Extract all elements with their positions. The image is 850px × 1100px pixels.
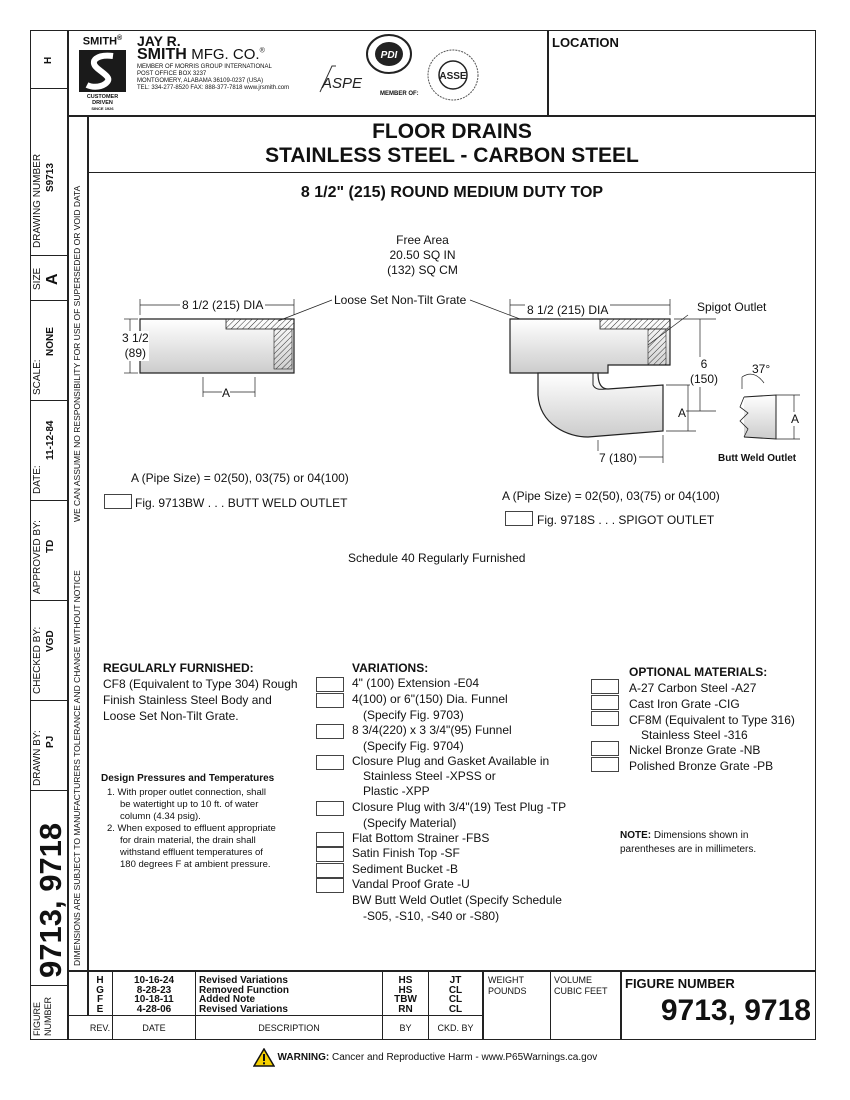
warning-text: Cancer and Reproductive Harm - www.P65Warnings.ca.gov xyxy=(329,1052,598,1064)
side-divider xyxy=(30,600,68,601)
company-detail: POST OFFICE BOX 3237 xyxy=(137,71,207,77)
regularly-furnished xyxy=(103,661,323,724)
company-name-line2: SMITH MFG. CO.® xyxy=(137,46,265,63)
optional-list xyxy=(591,679,811,773)
variation-item: Closure Plug with 3/4"(19) Test Plug -TP xyxy=(352,800,567,814)
approved-value: TD xyxy=(45,539,56,553)
side-rev-letter: H xyxy=(43,56,54,64)
optional-item: Polished Bronze Grate -PB xyxy=(629,759,774,773)
grate-label: Loose Set Non-Tilt Grate xyxy=(334,293,467,307)
size-value: A xyxy=(44,273,61,285)
variation-item: Sediment Bucket -B xyxy=(352,862,459,876)
side-divider xyxy=(30,500,68,501)
rev-header-ckd: CKD. BY xyxy=(437,1023,474,1033)
variation-item: 4(100) or 6"(150) Dia. Funnel xyxy=(352,692,508,706)
variation-item: Satin Finish Top -SF xyxy=(352,846,460,860)
dimensions-note: NOTE: Dimensions shown in parentheses are in millimeters. xyxy=(620,830,757,855)
side-figure-number: 9713, 9718 xyxy=(33,822,68,978)
option-checkbox[interactable] xyxy=(316,724,344,739)
rev-header-date: DATE xyxy=(142,1023,166,1033)
pipe-size-right: A (Pipe Size) = 02(50), 03(75) or 04(100) xyxy=(502,489,720,503)
scale-value: NONE xyxy=(45,327,56,356)
drawing-number: S9713 xyxy=(45,163,56,192)
variation-item-cont: Stainless Steel -XPSS or xyxy=(363,769,496,783)
design-item-line: withstand effluent temperatures of xyxy=(120,847,263,858)
optional-item: Cast Iron Grate -CIG xyxy=(629,697,740,711)
option-checkbox[interactable] xyxy=(316,677,344,692)
pdi-text: PDI xyxy=(380,50,398,61)
company-detail: MEMBER OF MORRIS GROUP INTERNATIONAL xyxy=(137,64,272,70)
regularly-furnished-heading: REGULARLY FURNISHED: xyxy=(103,661,254,675)
free-area-line: 20.50 SQ IN xyxy=(389,248,456,262)
option-checkbox[interactable] xyxy=(505,511,533,526)
left-dia-label: 8 1/2 (215) DIA xyxy=(182,298,264,312)
pdi-seal-icon xyxy=(365,33,413,75)
height-label: 3 1/2 (89) xyxy=(122,331,149,360)
butt-weld-label: Butt Weld Outlet xyxy=(718,453,797,464)
frame-line xyxy=(67,970,816,972)
rev-dates: 10-16-24 8-28-23 10-18-11 4-28-06 xyxy=(133,975,175,1015)
approved-label: APPROVED BY: xyxy=(32,520,43,594)
variation-item-cont: (Specify Fig. 9704) xyxy=(363,739,464,753)
right-a-label: A xyxy=(678,406,687,420)
smith-s-icon xyxy=(75,48,130,94)
frame-line xyxy=(547,30,549,116)
variation-item: 8 3/4(220) x 3 3/4"(95) Funnel xyxy=(352,723,512,737)
angle-label: 37° xyxy=(752,362,771,376)
option-checkbox[interactable] xyxy=(316,832,344,847)
rev-header-desc: DESCRIPTION xyxy=(258,1023,320,1033)
rev-descriptions: Revised Variations Removed Function Added Note Revised Variations xyxy=(199,975,290,1015)
side-divider xyxy=(30,700,68,701)
variation-item-cont: -S05, -S10, -S40 or -S80) xyxy=(363,909,500,923)
logo-reg: ® xyxy=(117,35,123,42)
option-checkbox[interactable] xyxy=(591,757,619,772)
left-a-label: A xyxy=(222,386,231,400)
frame-line xyxy=(87,115,89,1015)
warning-label: WARNING: xyxy=(277,1052,330,1064)
rev-header-by: BY xyxy=(399,1023,412,1033)
member-of-label: MEMBER OF: xyxy=(380,91,419,97)
company-details xyxy=(137,64,289,92)
option-checkbox[interactable] xyxy=(591,679,619,694)
optional-heading: OPTIONAL MATERIALS: xyxy=(629,665,768,679)
checked-value: VGD xyxy=(45,630,56,652)
date-value: 11-12-84 xyxy=(45,420,56,460)
company-detail: TEL: 334-277-8520 FAX: 888-377-7818 www.jrsmith.com xyxy=(137,85,290,91)
rev-ckd: JT CL CL CL xyxy=(448,975,463,1015)
variation-item: 4" (100) Extension -E04 xyxy=(352,676,479,690)
tagline-1: CUSTOMER xyxy=(86,93,119,100)
size-label: SIZE xyxy=(32,267,43,290)
option-checkbox[interactable] xyxy=(316,801,344,816)
rev-header-rev: REV. xyxy=(89,1023,111,1033)
title-line2: STAINLESS STEEL - CARBON STEEL xyxy=(265,144,639,167)
scale-label: SCALE: xyxy=(32,359,43,395)
variations-heading: VARIATIONS: xyxy=(352,661,429,675)
aspe-text: ASPE xyxy=(322,75,363,92)
regularly-furnished-line: CF8 (Equivalent to Type 304) Rough xyxy=(103,677,298,691)
optional-item: Nickel Bronze Grate -NB xyxy=(629,743,761,757)
variation-item-cont: (Specify Material) xyxy=(363,816,457,830)
prop65-warning xyxy=(0,1048,850,1067)
dim6-label: 6 (150) xyxy=(690,357,719,386)
butt-a-label: A xyxy=(791,412,800,426)
title-line1: FLOOR DRAINS xyxy=(372,120,532,143)
tolerance-note: DIMENSIONS ARE SUBJECT TO MANUFACTURERS TOLERANCE AND CHANGE WITHOUT NOTICE xyxy=(72,570,82,966)
side-divider xyxy=(30,88,68,89)
volume-cell: VOLUME CUBIC FEET xyxy=(554,975,608,996)
drawing-number-label: DRAWING NUMBER xyxy=(32,153,43,248)
frame-line xyxy=(620,970,622,1040)
drawn-value: PJ xyxy=(45,735,56,748)
frame-line xyxy=(550,970,551,1040)
rev-by: HS HS TBW RN xyxy=(394,975,417,1015)
right-dia-label: 8 1/2 (215) DIA xyxy=(527,303,609,317)
date-label: DATE: xyxy=(32,465,43,494)
asse-text: ASSE xyxy=(439,71,467,82)
option-checkbox[interactable] xyxy=(316,755,344,770)
superseded-note: WE CAN ASSUME NO RESPONSIBILITY FOR USE OF SUPERSEDED OR VOID DATA xyxy=(72,185,82,522)
variations-list xyxy=(316,676,616,925)
design-item-line: 2. When exposed to effluent appropriate xyxy=(107,823,276,834)
variation-item: BW Butt Weld Outlet (Specify Schedule xyxy=(352,893,562,907)
option-checkbox[interactable] xyxy=(591,695,619,710)
location-label: LOCATION xyxy=(552,35,619,50)
company-name-line1: JAY R. xyxy=(137,33,181,49)
side-divider xyxy=(30,790,68,791)
schedule-note: Schedule 40 Regularly Furnished xyxy=(348,551,526,565)
variation-item-cont: (Specify Fig. 9703) xyxy=(363,708,464,722)
regularly-furnished-line: Loose Set Non-Tilt Grate. xyxy=(103,709,239,723)
design-item-line: 1. With proper outlet connection, shall xyxy=(107,787,266,798)
variation-item: Flat Bottom Strainer -FBS xyxy=(352,831,490,845)
side-divider xyxy=(30,300,68,301)
left-drain-body xyxy=(140,319,294,373)
design-item-line: column (4.34 psig). xyxy=(120,811,201,822)
rev-letters: H G F E xyxy=(96,975,104,1015)
free-area xyxy=(360,233,485,278)
optional-item: CF8M (Equivalent to Type 316) xyxy=(629,713,795,727)
free-area-line: Free Area xyxy=(396,233,449,247)
frame-line xyxy=(88,172,816,173)
option-checkbox[interactable] xyxy=(316,847,344,862)
design-item-line: be watertight up to 10 ft. of water xyxy=(120,799,259,810)
side-divider xyxy=(30,985,68,986)
company-detail: MONTGOMERY, ALABAMA 36109-0237 (USA) xyxy=(137,78,264,84)
figure-number-value: 9713, 9718 xyxy=(660,994,811,1027)
side-figure-label: FIGURE NUMBER xyxy=(32,996,53,1036)
figure-number-label: FIGURE NUMBER xyxy=(625,976,735,991)
frame-line xyxy=(67,1015,482,1016)
dim7-label: 7 (180) xyxy=(599,451,638,465)
butt-weld-detail xyxy=(740,374,800,439)
design-heading: Design Pressures and Temperatures xyxy=(101,773,275,784)
fig-left: Fig. 9713BW . . . BUTT WELD OUTLET xyxy=(135,496,348,510)
option-checkbox[interactable] xyxy=(591,711,619,726)
right-drain-body xyxy=(510,319,670,437)
option-checkbox[interactable] xyxy=(591,741,619,756)
logo-word: SMITH xyxy=(82,35,118,48)
option-checkbox[interactable] xyxy=(316,878,344,893)
frame-line xyxy=(482,970,484,1040)
variation-item: Closure Plug and Gasket Available in xyxy=(352,754,550,768)
spigot-label: Spigot Outlet xyxy=(697,300,767,314)
regularly-furnished-line: Finish Stainless Steel Body and xyxy=(103,693,272,707)
side-divider xyxy=(30,400,68,401)
weight-cell: WEIGHT POUNDS xyxy=(488,975,527,996)
variation-item-cont: Plastic -XPP xyxy=(363,784,430,798)
checked-label: CHECKED BY: xyxy=(32,626,43,694)
design-item-line: for drain material, the drain shall xyxy=(120,835,256,846)
side-divider xyxy=(30,255,68,256)
variation-item: Vandal Proof Grate -U xyxy=(352,877,470,891)
subtitle: 8 1/2" (215) ROUND MEDIUM DUTY TOP xyxy=(300,184,604,201)
company-logo xyxy=(75,33,130,113)
frame-line xyxy=(67,115,816,117)
fig-right: Fig. 9718S . . . SPIGOT OUTLET xyxy=(537,513,715,527)
asse-seal-icon xyxy=(424,48,482,102)
optional-item: A-27 Carbon Steel -A27 xyxy=(629,681,757,695)
optional-item-cont: Stainless Steel -316 xyxy=(641,728,748,742)
aspe-logo xyxy=(318,62,370,96)
option-checkbox[interactable] xyxy=(316,693,344,708)
design-item-line: 180 degrees F at ambient pressure. xyxy=(120,859,271,870)
tagline-2: DRIVEN xyxy=(92,99,113,106)
option-checkbox[interactable] xyxy=(104,494,132,509)
free-area-line: (132) SQ CM xyxy=(387,263,458,277)
option-checkbox[interactable] xyxy=(316,863,344,878)
pipe-size-left: A (Pipe Size) = 02(50), 03(75) or 04(100) xyxy=(131,471,349,485)
warning-triangle-icon xyxy=(253,1048,275,1067)
tagline-3: SINCE 1926 xyxy=(91,105,114,111)
design-pressures xyxy=(101,773,321,871)
drawn-label: DRAWN BY: xyxy=(32,730,43,786)
